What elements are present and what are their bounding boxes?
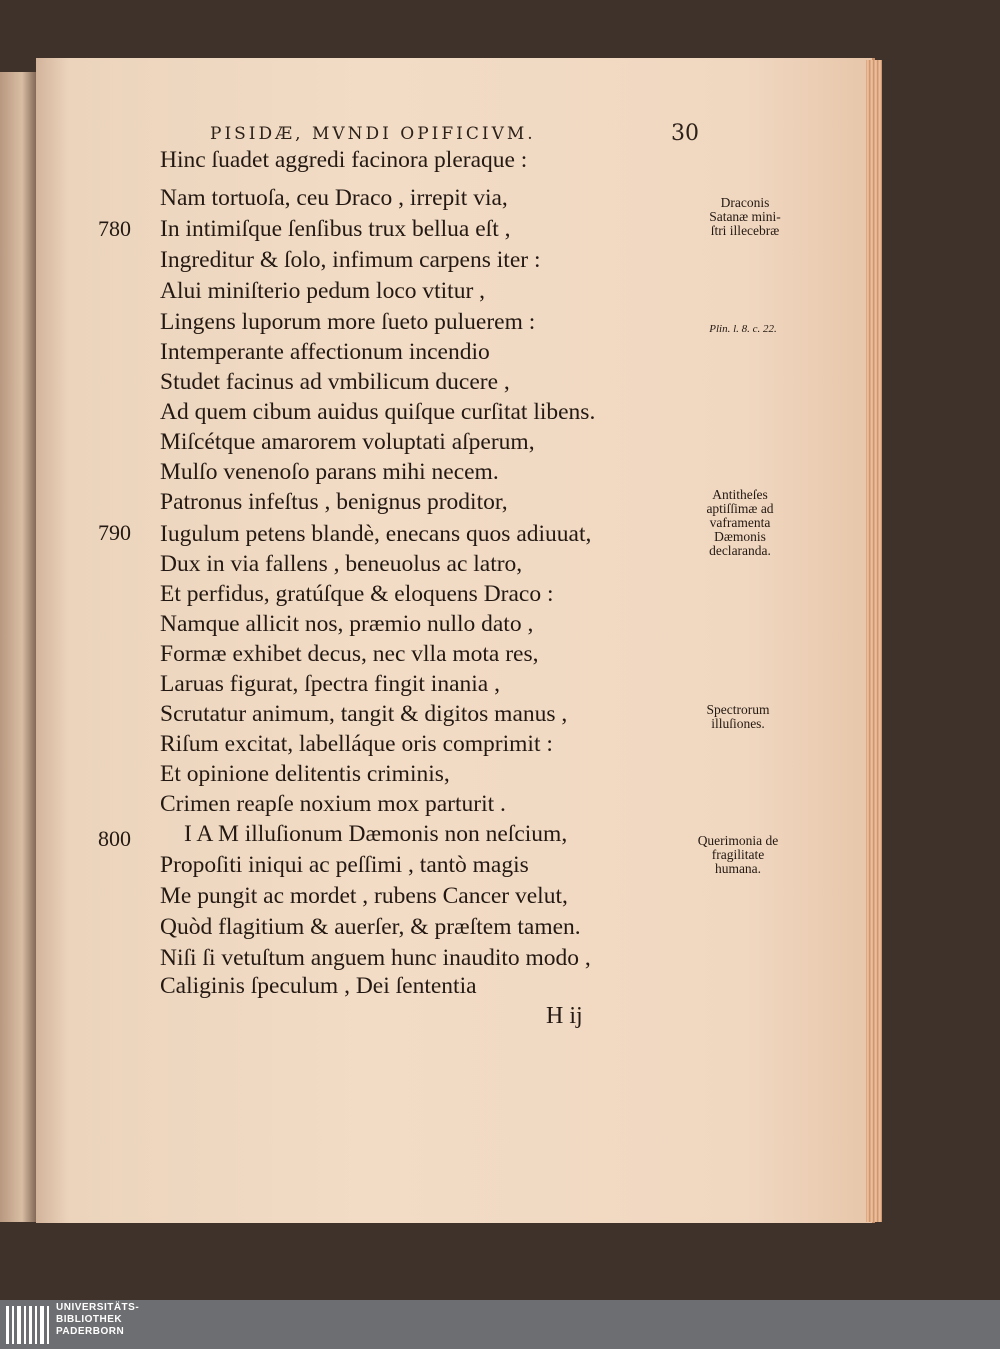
verse-line: Riſum excitat, labelláque oris comprimit : <box>160 731 553 757</box>
running-title: PISIDÆ, MVNDI OPIFICIVM. <box>210 124 536 144</box>
side-note: Querimonia de fragilitate humana. <box>697 833 779 876</box>
page-stack-edge <box>866 60 882 1222</box>
institution-name-line: PADERBORN <box>56 1326 125 1337</box>
line-number: 800 <box>98 826 131 851</box>
verse-line: Mulſo venenoſo parans mihi necem. <box>160 459 499 485</box>
verse-line: Et opinione delitentis criminis, <box>160 761 450 787</box>
verse-line: I A M illuſionum Dæmonis non neſcium, <box>184 821 568 847</box>
line-number: 780 <box>98 216 131 241</box>
verse-line: Laruas figurat, ſpectra fingit inania , <box>160 671 500 697</box>
side-note: Plin. l. 8. c. 22. <box>709 323 777 335</box>
verse-line: Ad quem cibum auidus quiſque curſitat libens. <box>160 399 596 425</box>
verse-line: Me pungit ac mordet , rubens Cancer velut, <box>160 883 568 909</box>
verse-line: Hinc ſuadet aggredi facinora pleraque : <box>160 147 528 173</box>
verse-line: Crimen reapſe noxium mox parturit . <box>160 791 506 817</box>
verse-line: In intimiſque ſenſibus trux bellua eſt , <box>160 216 511 242</box>
verse-line: Iugulum petens blandè, enecans quos adiuuat, <box>160 521 592 547</box>
verse-line: Namque allicit nos, præmio nullo dato , <box>160 611 534 637</box>
verse-line: Caliginis ſpeculum , Dei ſententia <box>160 973 477 999</box>
side-note: Antitheſes aptiſſimæ ad vaframenta Dæmonis declaranda. <box>706 487 774 558</box>
signature-mark: H ij <box>546 1003 583 1029</box>
institution-name-line: UNIVERSITÄTS- <box>56 1302 140 1313</box>
institution-name-line: BIBLIOTHEK <box>56 1314 123 1325</box>
verse-line: Alui miniſterio pedum loco vtitur , <box>160 278 486 304</box>
verse-line: Studet facinus ad vmbilicum ducere , <box>160 369 510 395</box>
verse-line: Scrutatur animum, tangit & digitos manus , <box>160 701 568 727</box>
verse-line: Lingens luporum more ſueto puluerem : <box>160 309 536 335</box>
verse-line: Propoſiti iniqui ac peſſimi , tantò magis <box>160 852 529 878</box>
library-logo <box>6 1306 50 1344</box>
verse-line: Quòd flagitium & auerſer, & præſtem tamen. <box>160 914 581 940</box>
facing-page-edge <box>0 72 40 1222</box>
side-note: Spectrorum illuſiones. <box>706 702 770 731</box>
line-number: 790 <box>98 520 131 545</box>
verse-line: Patronus infeſtus , benignus proditor, <box>160 489 508 515</box>
verse-line: Intemperante affectionum incendio <box>160 339 490 365</box>
verse-line: Nam tortuoſa, ceu Draco , irrepit via, <box>160 185 508 211</box>
verse-line: Formæ exhibet decus, nec vlla mota res, <box>160 641 539 667</box>
verse-line: Dux in via fallens , beneuolus ac latro, <box>160 551 523 577</box>
institution-footer <box>0 1300 1000 1349</box>
page-number: 30 <box>671 121 699 146</box>
verse-line: Ingreditur & ſolo, infimum carpens iter : <box>160 247 541 273</box>
side-note: Draconis Satanæ mini- ſtri illecebræ <box>709 195 781 238</box>
verse-line: Niſi ſi vetuſtum anguem hunc inaudito modo , <box>160 945 591 971</box>
verse-line: Et perfidus, gratúſque & eloquens Draco : <box>160 581 554 607</box>
verse-line: Miſcétque amarorem voluptati aſperum, <box>160 429 535 455</box>
